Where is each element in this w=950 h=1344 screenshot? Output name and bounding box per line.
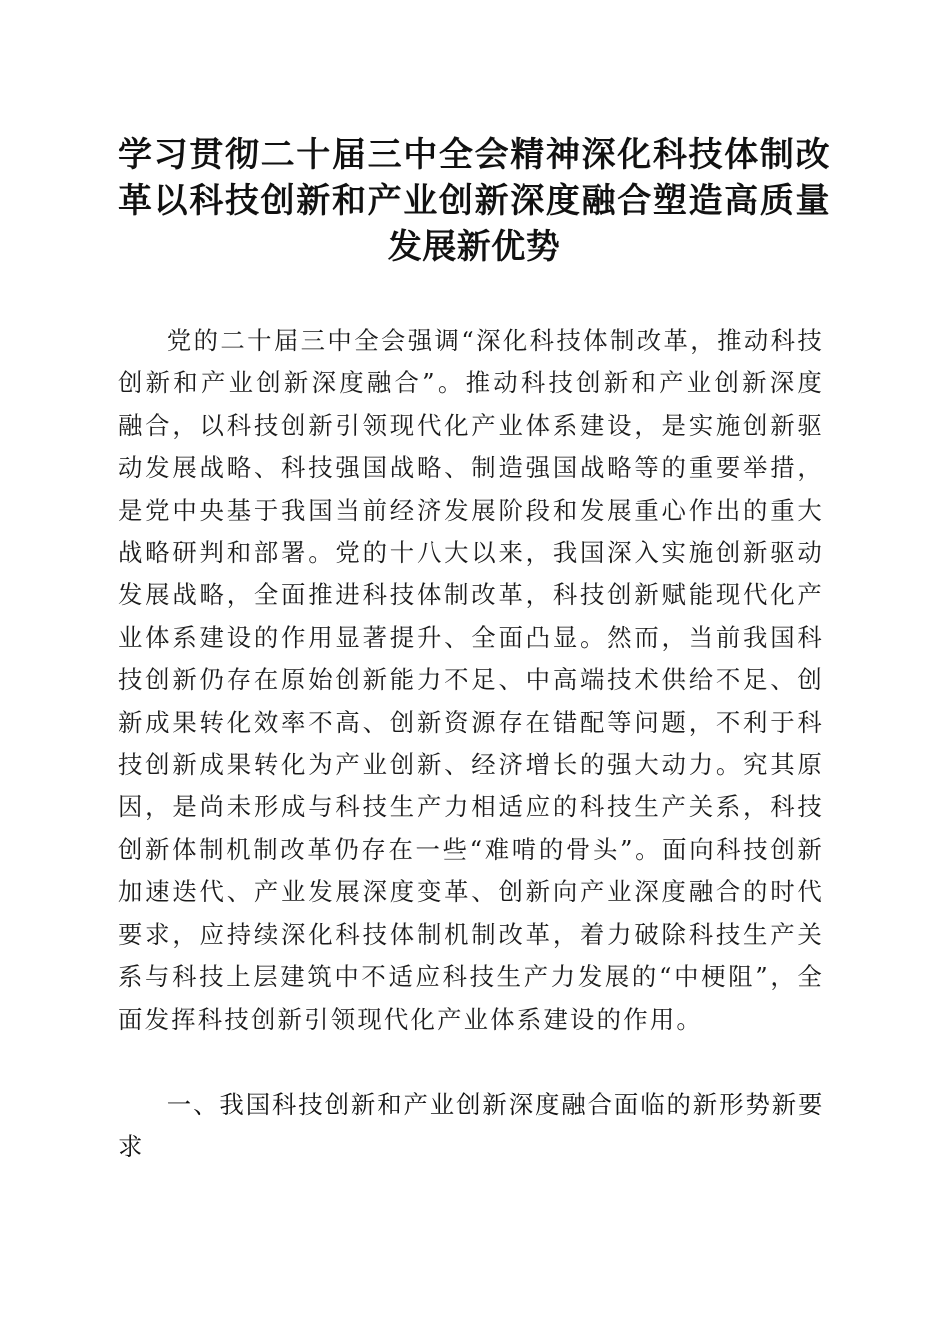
document-title: 学习贯彻二十届三中全会精神深化科技体制改革以科技创新和产业创新深度融合塑造高质量发展新优势 bbox=[118, 135, 830, 267]
body-paragraph: 党的二十届三中全会强调“深化科技体制改革，推动科技创新和产业创新深度融合”。推动科技创新和产业创新深度融合，以科技创新引领现代化产业体系建设，是实施创新驱动发展战略、科技强国战略、制造强国战略等的重要举措，是党中央基于我国当前经济发展阶段和发展重心作出的重大战略研判和部署。党的十八大以来，我国深入实施创新驱动发展战略，全面推进科技体制改革，科技创新赋能现代化产业体系建设的作用显著提升、全面凸显。然而，当前我国科技创新仍存在原始创新能力不足、中高端技术供给不足、创新成果转化效率不高、创新资源存在错配等问题，不利于科技创新成果转化为产业创新、经济增长的强大动力。究其原因，是尚未形成与科技生产力相适应的科技生产关系，科技创新体制机制改革仍存在一些“难啃的骨头”。面向科技创新加速迭代、产业发展深度变革、创新向产业深度融合的时代要求，应持续深化科技体制机制改革，着力破除科技生产关系与科技上层建筑中不适应科技生产力发展的“中梗阻”，全面发挥科技创新引领现代化产业体系建设的作用。 bbox=[118, 326, 824, 1034]
section-heading: 一、我国科技创新和产业创新深度融合面临的新形势新要求 bbox=[118, 1090, 824, 1162]
